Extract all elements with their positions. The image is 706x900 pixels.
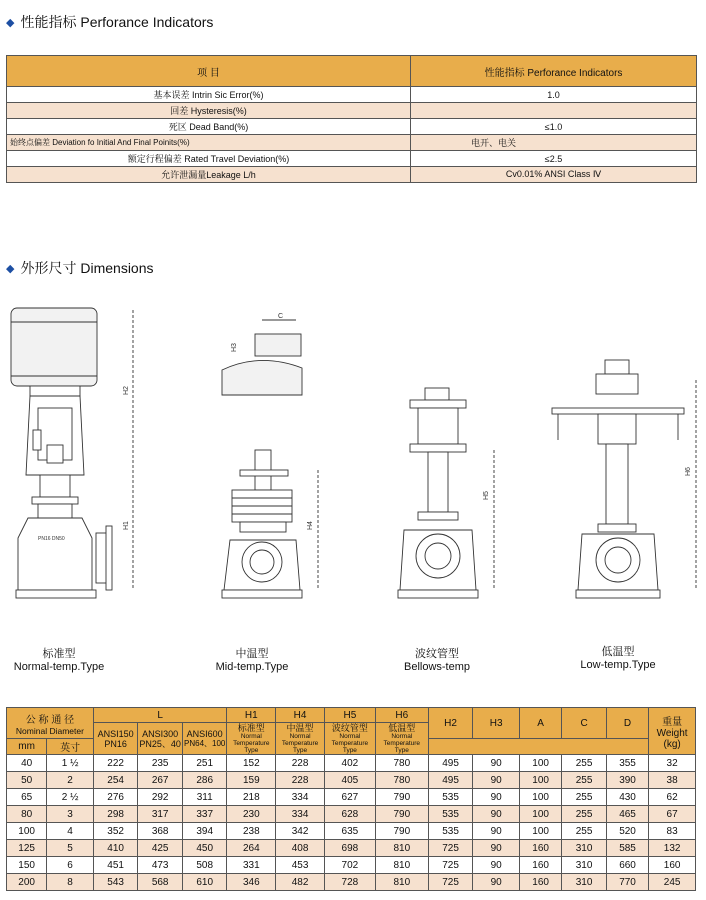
h4-dimension-label: H4 <box>307 521 314 530</box>
header-h5-type <box>324 723 375 755</box>
header-A: A <box>519 708 561 739</box>
performance-row-value <box>411 103 697 119</box>
header-C: C <box>562 708 607 739</box>
table-cell: 67 <box>649 806 696 823</box>
table-cell: 218 <box>227 789 276 806</box>
table-cell: 451 <box>93 857 138 874</box>
table-row <box>7 823 696 840</box>
performance-title-text: 性能指标 Perforance Indicators <box>20 14 214 30</box>
table-cell: 495 <box>428 772 473 789</box>
table-cell: 251 <box>182 755 227 772</box>
header-h4-type <box>276 723 325 755</box>
table-cell: 770 <box>606 874 648 891</box>
table-cell: 298 <box>93 806 138 823</box>
table-cell: 255 <box>562 789 607 806</box>
table-row <box>7 857 696 874</box>
header-temp: Temperature Type <box>331 740 369 754</box>
header-weight <box>649 708 696 755</box>
header-h1-type <box>227 723 276 755</box>
performance-section-title <box>6 12 213 32</box>
performance-row-label: 死区 Dead Band(%) <box>7 119 411 135</box>
table-cell: 264 <box>227 840 276 857</box>
table-cell: 254 <box>93 772 138 789</box>
caption-en: Low-temp.Type <box>580 659 656 671</box>
table-cell: 150 <box>7 857 47 874</box>
table-cell: 352 <box>93 823 138 840</box>
performance-row-value: Cv0.01% ANSI Class Ⅳ <box>411 167 697 183</box>
performance-row-label: 回差 Hysteresis(%) <box>7 103 411 119</box>
table-cell: 334 <box>276 806 325 823</box>
table-cell: 6 <box>47 857 94 874</box>
table-cell: 310 <box>562 874 607 891</box>
table-cell: 286 <box>182 772 227 789</box>
table-cell: 100 <box>519 806 561 823</box>
header-temp: Temperature Type <box>281 740 319 754</box>
h5-dimension-label: H5 <box>483 491 490 500</box>
header-pn64-text: PN64、100 <box>184 738 226 748</box>
table-cell: 310 <box>562 857 607 874</box>
table-cell: 317 <box>138 806 183 823</box>
table-cell: 100 <box>519 755 561 772</box>
performance-header-value: 性能指标 Perforance Indicators <box>411 56 697 87</box>
table-cell: 222 <box>93 755 138 772</box>
table-cell: 132 <box>649 840 696 857</box>
performance-row-label: 额定行程偏差 Rated Travel Deviation(%) <box>7 151 411 167</box>
table-cell: 90 <box>473 874 520 891</box>
table-cell: 635 <box>324 823 375 840</box>
table-cell: 790 <box>375 823 428 840</box>
header-D: D <box>606 708 648 739</box>
table-cell: 543 <box>93 874 138 891</box>
table-cell: 276 <box>93 789 138 806</box>
dimensions-section-title <box>6 258 154 278</box>
mid-temp-type-drawing <box>222 313 318 598</box>
table-cell: 255 <box>562 772 607 789</box>
table-cell: 255 <box>562 806 607 823</box>
performance-table <box>6 55 697 183</box>
bellows-type-drawing <box>398 388 494 598</box>
table-cell: 465 <box>606 806 648 823</box>
table-cell: 90 <box>473 840 520 857</box>
table-cell: 3 <box>47 806 94 823</box>
table-cell: 585 <box>606 840 648 857</box>
table-row <box>7 755 696 772</box>
table-cell: 337 <box>182 806 227 823</box>
table-cell: 311 <box>182 789 227 806</box>
caption-mid <box>200 648 304 674</box>
performance-row <box>7 103 697 119</box>
header-pn25-text: PN25、40 <box>139 738 181 749</box>
header-temp: Temperature Type <box>233 740 270 754</box>
table-cell: 425 <box>138 840 183 857</box>
header-nominal-cn: 公 称 通 径 <box>25 714 75 726</box>
header-ansi300 <box>138 723 183 755</box>
header-ansi150 <box>93 723 138 755</box>
h1-dimension-label: H1 <box>123 521 130 530</box>
table-cell: 255 <box>562 755 607 772</box>
header-mm: mm <box>7 739 47 755</box>
h2-dimension-label: H2 <box>123 386 130 395</box>
header-H6: H6 <box>375 708 428 723</box>
table-cell: 331 <box>227 857 276 874</box>
table-row <box>7 806 696 823</box>
table-cell: 725 <box>428 874 473 891</box>
table-cell: 520 <box>606 823 648 840</box>
valve-drawings <box>0 290 706 690</box>
header-weight-en: Weight <box>656 727 688 739</box>
header-h5-cn: 波纹管型 <box>331 723 368 733</box>
table-cell: 310 <box>562 840 607 857</box>
table-cell: 698 <box>324 840 375 857</box>
table-cell: 160 <box>519 840 561 857</box>
table-cell: 90 <box>473 789 520 806</box>
table-cell: 660 <box>606 857 648 874</box>
table-cell: 780 <box>375 755 428 772</box>
table-cell: 810 <box>375 840 428 857</box>
table-cell: 125 <box>7 840 47 857</box>
table-row <box>7 789 696 806</box>
table-cell: 32 <box>649 755 696 772</box>
caption-cn: 中温型 <box>235 648 269 660</box>
h3-dimension-label: H3 <box>231 343 238 352</box>
header-h1-cn: 标准型 <box>237 723 265 733</box>
table-cell: 482 <box>276 874 325 891</box>
header-nominal <box>7 708 94 739</box>
diamond-bullet-icon: ◆ <box>6 263 15 275</box>
table-cell: 394 <box>182 823 227 840</box>
table-cell: 235 <box>138 755 183 772</box>
table-cell: 90 <box>473 823 520 840</box>
nameplate-label: PN16 DN50 <box>38 536 65 542</box>
table-cell: 238 <box>227 823 276 840</box>
header-normal: Normal <box>289 733 311 740</box>
table-cell: 725 <box>428 857 473 874</box>
header-nominal-en: Nominal Diameter <box>15 725 84 736</box>
table-cell: 346 <box>227 874 276 891</box>
header-pn16-text: PN16 <box>104 738 127 749</box>
table-cell: 5 <box>47 840 94 857</box>
table-cell: 780 <box>375 772 428 789</box>
dimensions-body <box>7 755 696 891</box>
diamond-bullet-icon: ◆ <box>6 17 15 29</box>
table-cell: 90 <box>473 755 520 772</box>
table-cell: 627 <box>324 789 375 806</box>
table-cell: 702 <box>324 857 375 874</box>
table-cell: 62 <box>649 789 696 806</box>
table-cell: 65 <box>7 789 47 806</box>
caption-cn: 波纹管型 <box>415 648 459 660</box>
table-cell: 334 <box>276 789 325 806</box>
table-cell: 450 <box>182 840 227 857</box>
header-inch: 英寸 <box>47 739 94 755</box>
table-cell: 90 <box>473 806 520 823</box>
header-unit-spacer <box>428 739 648 755</box>
performance-row <box>7 119 697 135</box>
performance-row-label: 基本误差 Intrin Sic Error(%) <box>7 87 411 103</box>
table-cell: 159 <box>227 772 276 789</box>
dimensions-title-text: 外形尺寸 Dimensions <box>20 260 154 276</box>
header-H1: H1 <box>227 708 276 723</box>
table-cell: 453 <box>276 857 325 874</box>
caption-en: Mid-temp.Type <box>215 661 289 673</box>
table-cell: 245 <box>649 874 696 891</box>
table-cell: 90 <box>473 857 520 874</box>
table-cell: 405 <box>324 772 375 789</box>
header-H4: H4 <box>276 708 325 723</box>
table-cell: 50 <box>7 772 47 789</box>
header-ansi600-text: ANSI600 <box>186 728 223 739</box>
table-cell: 402 <box>324 755 375 772</box>
performance-row <box>7 167 697 183</box>
table-cell: 1 ½ <box>47 755 94 772</box>
table-cell: 725 <box>428 840 473 857</box>
table-row <box>7 874 696 891</box>
table-cell: 568 <box>138 874 183 891</box>
table-cell: 8 <box>47 874 94 891</box>
table-cell: 810 <box>375 874 428 891</box>
performance-row-value: ≤1.0 <box>411 119 697 135</box>
table-cell: 430 <box>606 789 648 806</box>
table-cell: 508 <box>182 857 227 874</box>
table-cell: 152 <box>227 755 276 772</box>
header-normal: Normal <box>339 733 361 740</box>
dimensions-header-row <box>7 708 696 723</box>
caption-normal <box>0 648 118 674</box>
header-ansi150-text: ANSI150 <box>97 728 134 739</box>
performance-row <box>7 87 697 103</box>
table-cell: 810 <box>375 857 428 874</box>
table-cell: 230 <box>227 806 276 823</box>
table-cell: 495 <box>428 755 473 772</box>
table-cell: 535 <box>428 806 473 823</box>
header-ansi300-text: ANSI300 <box>142 728 179 739</box>
performance-header-row <box>7 56 697 87</box>
header-h4-cn: 中温型 <box>286 723 314 733</box>
table-cell: 473 <box>138 857 183 874</box>
table-cell: 410 <box>93 840 138 857</box>
table-cell: 40 <box>7 755 47 772</box>
header-h6-type <box>375 723 428 755</box>
table-row <box>7 840 696 857</box>
table-cell: 4 <box>47 823 94 840</box>
performance-header-item: 项 目 <box>7 56 411 87</box>
header-h6-cn: 低温型 <box>388 723 416 733</box>
table-cell: 160 <box>519 857 561 874</box>
table-cell: 535 <box>428 789 473 806</box>
table-cell: 728 <box>324 874 375 891</box>
table-cell: 160 <box>519 874 561 891</box>
table-cell: 2 <box>47 772 94 789</box>
table-cell: 368 <box>138 823 183 840</box>
table-cell: 535 <box>428 823 473 840</box>
table-cell: 408 <box>276 840 325 857</box>
header-weight-unit: (kg) <box>663 738 681 750</box>
table-cell: 267 <box>138 772 183 789</box>
performance-row-label: 始终点偏差 Deviation fo Initial And Final Poinits(%) <box>7 135 411 151</box>
header-H5: H5 <box>324 708 375 723</box>
header-temp: Temperature Type <box>383 740 421 754</box>
table-cell: 790 <box>375 806 428 823</box>
normal-type-drawing <box>11 308 133 598</box>
header-L: L <box>93 708 227 723</box>
performance-row <box>7 151 697 167</box>
table-cell: 355 <box>606 755 648 772</box>
table-cell: 228 <box>276 772 325 789</box>
table-cell: 100 <box>519 772 561 789</box>
table-cell: 255 <box>562 823 607 840</box>
header-ansi600 <box>182 723 227 755</box>
table-cell: 160 <box>649 857 696 874</box>
table-cell: 100 <box>519 823 561 840</box>
c-dimension-label: C <box>278 313 284 320</box>
table-cell: 292 <box>138 789 183 806</box>
header-H2: H2 <box>428 708 473 739</box>
table-cell: 80 <box>7 806 47 823</box>
performance-row-label: 允许泄漏量Leakage L/h <box>7 167 411 183</box>
header-H3: H3 <box>473 708 520 739</box>
caption-bellows <box>386 648 488 674</box>
dimensions-table <box>6 707 696 891</box>
table-cell: 610 <box>182 874 227 891</box>
low-temp-type-drawing <box>552 360 696 598</box>
table-cell: 628 <box>324 806 375 823</box>
header-normal: Normal <box>391 733 413 740</box>
table-cell: 342 <box>276 823 325 840</box>
table-cell: 228 <box>276 755 325 772</box>
performance-row-value: 1.0 <box>411 87 697 103</box>
table-cell: 790 <box>375 789 428 806</box>
caption-en: Bellows-temp <box>403 661 471 673</box>
table-cell: 100 <box>519 789 561 806</box>
table-cell: 390 <box>606 772 648 789</box>
header-normal: Normal <box>240 733 262 740</box>
table-cell: 38 <box>649 772 696 789</box>
table-cell: 2 ½ <box>47 789 94 806</box>
table-cell: 200 <box>7 874 47 891</box>
caption-cn: 标准型 <box>42 648 76 660</box>
table-cell: 100 <box>7 823 47 840</box>
header-weight-cn: 重量 <box>662 716 683 728</box>
caption-en: Normal-temp.Type <box>13 661 105 673</box>
h6-dimension-label: H6 <box>685 467 692 476</box>
performance-row-value: ≤2.5 <box>411 151 697 167</box>
performance-row-value: 电开、电关 <box>411 135 697 151</box>
table-row <box>7 772 696 789</box>
table-cell: 90 <box>473 772 520 789</box>
table-cell: 83 <box>649 823 696 840</box>
performance-row <box>7 135 697 151</box>
caption-low <box>566 646 670 672</box>
caption-cn: 低温型 <box>601 646 635 658</box>
